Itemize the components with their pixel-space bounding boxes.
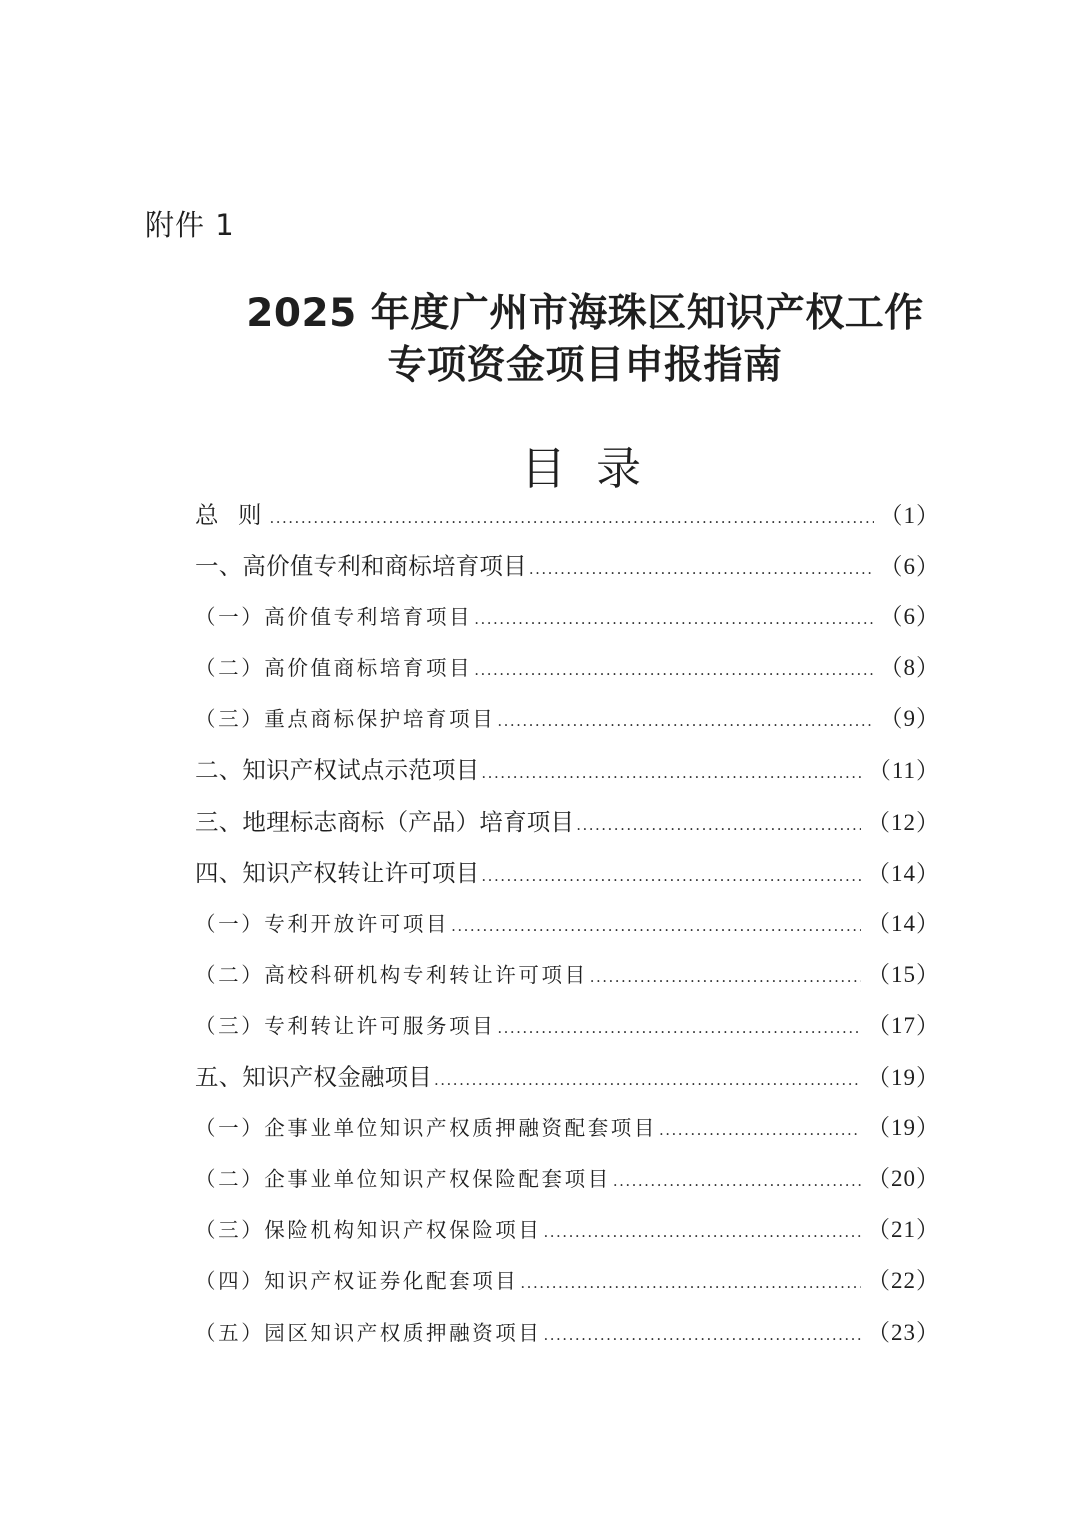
toc-entry-label: （二）高校科研机构专利转让许可项目 [195, 962, 588, 987]
toc-entry[interactable] [195, 1059, 940, 1110]
toc-entry-page: （23） [867, 1319, 940, 1345]
toc-dot-leader [451, 908, 861, 944]
toc-entry[interactable] [195, 599, 940, 650]
toc-entry-label: （三）重点商标保护培育项目 [195, 707, 496, 732]
toc-entry-page: （19） [867, 1065, 940, 1091]
toc-entry-label: （一）企事业单位知识产权质押融资配套项目 [195, 1116, 657, 1141]
toc-entry-label: （三）专利转让许可服务项目 [195, 1013, 496, 1038]
toc-dot-leader [474, 652, 873, 688]
toc-entry[interactable] [195, 804, 940, 855]
toc-entry-page: （11） [867, 758, 940, 784]
toc-dot-leader [269, 500, 873, 536]
toc-dot-leader [544, 1214, 862, 1250]
toc-entry[interactable] [195, 752, 940, 803]
toc-dot-leader [576, 807, 861, 843]
toc-entry[interactable] [195, 855, 940, 906]
toc-heading: 目 录 [520, 442, 650, 495]
attachment-label: 附件 1 [145, 208, 235, 242]
toc-entry-label: 一、高价值专利和商标培育项目 [195, 552, 527, 581]
toc-entry-page: （6） [879, 554, 940, 580]
toc-entry-label: （一）专利开放许可项目 [195, 911, 450, 936]
toc-entry[interactable] [195, 1212, 940, 1263]
toc-entry-page: （8） [879, 655, 940, 681]
toc-dot-leader [434, 1062, 861, 1098]
toc-entry-page: （1） [879, 503, 940, 528]
toc-entry-page: （14） [867, 860, 940, 886]
toc-dot-leader [544, 1317, 862, 1353]
toc-entry-label: 三、地理标志商标（产品）培育项目 [195, 807, 575, 836]
toc-entry-page: （12） [867, 809, 940, 835]
toc-entry[interactable] [195, 701, 940, 752]
toc-dot-leader [481, 755, 861, 791]
toc-entry-page: （9） [879, 706, 940, 732]
toc-dot-leader [520, 1265, 861, 1301]
toc-dot-leader [481, 858, 861, 894]
toc-entry-page: （14） [867, 910, 940, 936]
toc-entry[interactable] [195, 650, 940, 701]
toc-entry-label: 四、知识产权转让许可项目 [195, 858, 480, 887]
toc-entry-page: （20） [867, 1166, 940, 1192]
toc-entry[interactable] [195, 497, 940, 548]
toc-dot-leader [497, 703, 873, 739]
toc-entry-label: （三）保险机构知识产权保险项目 [195, 1218, 542, 1243]
toc-entry-label: 总 则 [195, 501, 268, 529]
toc-entry-label: （二）高价值商标培育项目 [195, 656, 473, 681]
toc-entry[interactable] [195, 548, 940, 599]
toc-entry[interactable] [195, 1110, 940, 1161]
toc-dot-leader [659, 1112, 861, 1148]
toc-entry-page: （6） [879, 604, 940, 630]
toc-entry[interactable] [195, 1263, 940, 1314]
toc-entry-label: （二）企事业单位知识产权保险配套项目 [195, 1167, 611, 1192]
table-of-contents [195, 497, 940, 1366]
toc-dot-leader [613, 1163, 861, 1199]
toc-entry[interactable] [195, 1315, 940, 1366]
toc-entry-label: 二、知识产权试点示范项目 [195, 756, 480, 785]
toc-entry-page: （15） [867, 961, 940, 987]
toc-entry-label: （一）高价值专利培育项目 [195, 605, 473, 630]
toc-entry[interactable] [195, 957, 940, 1008]
toc-entry[interactable] [195, 1008, 940, 1059]
toc-entry-page: （22） [867, 1268, 940, 1294]
toc-dot-leader [529, 551, 874, 587]
document-title-line2: 专项资金项目申报指南 [387, 343, 783, 388]
toc-entry-label: 五、知识产权金融项目 [195, 1063, 432, 1092]
toc-entry[interactable] [195, 1161, 940, 1212]
toc-dot-leader [497, 1010, 861, 1046]
toc-entry-label: （五）园区知识产权质押融资项目 [195, 1320, 542, 1345]
toc-entry-page: （17） [867, 1012, 940, 1038]
toc-dot-leader [590, 959, 861, 995]
toc-entry-page: （21） [867, 1217, 940, 1243]
document-title-line1: 2025 年度广州市海珠区知识产权工作 [246, 291, 924, 336]
toc-entry-page: （19） [867, 1115, 940, 1141]
toc-dot-leader [474, 601, 873, 637]
toc-entry[interactable] [195, 906, 940, 957]
toc-entry-label: （四）知识产权证券化配套项目 [195, 1269, 519, 1294]
